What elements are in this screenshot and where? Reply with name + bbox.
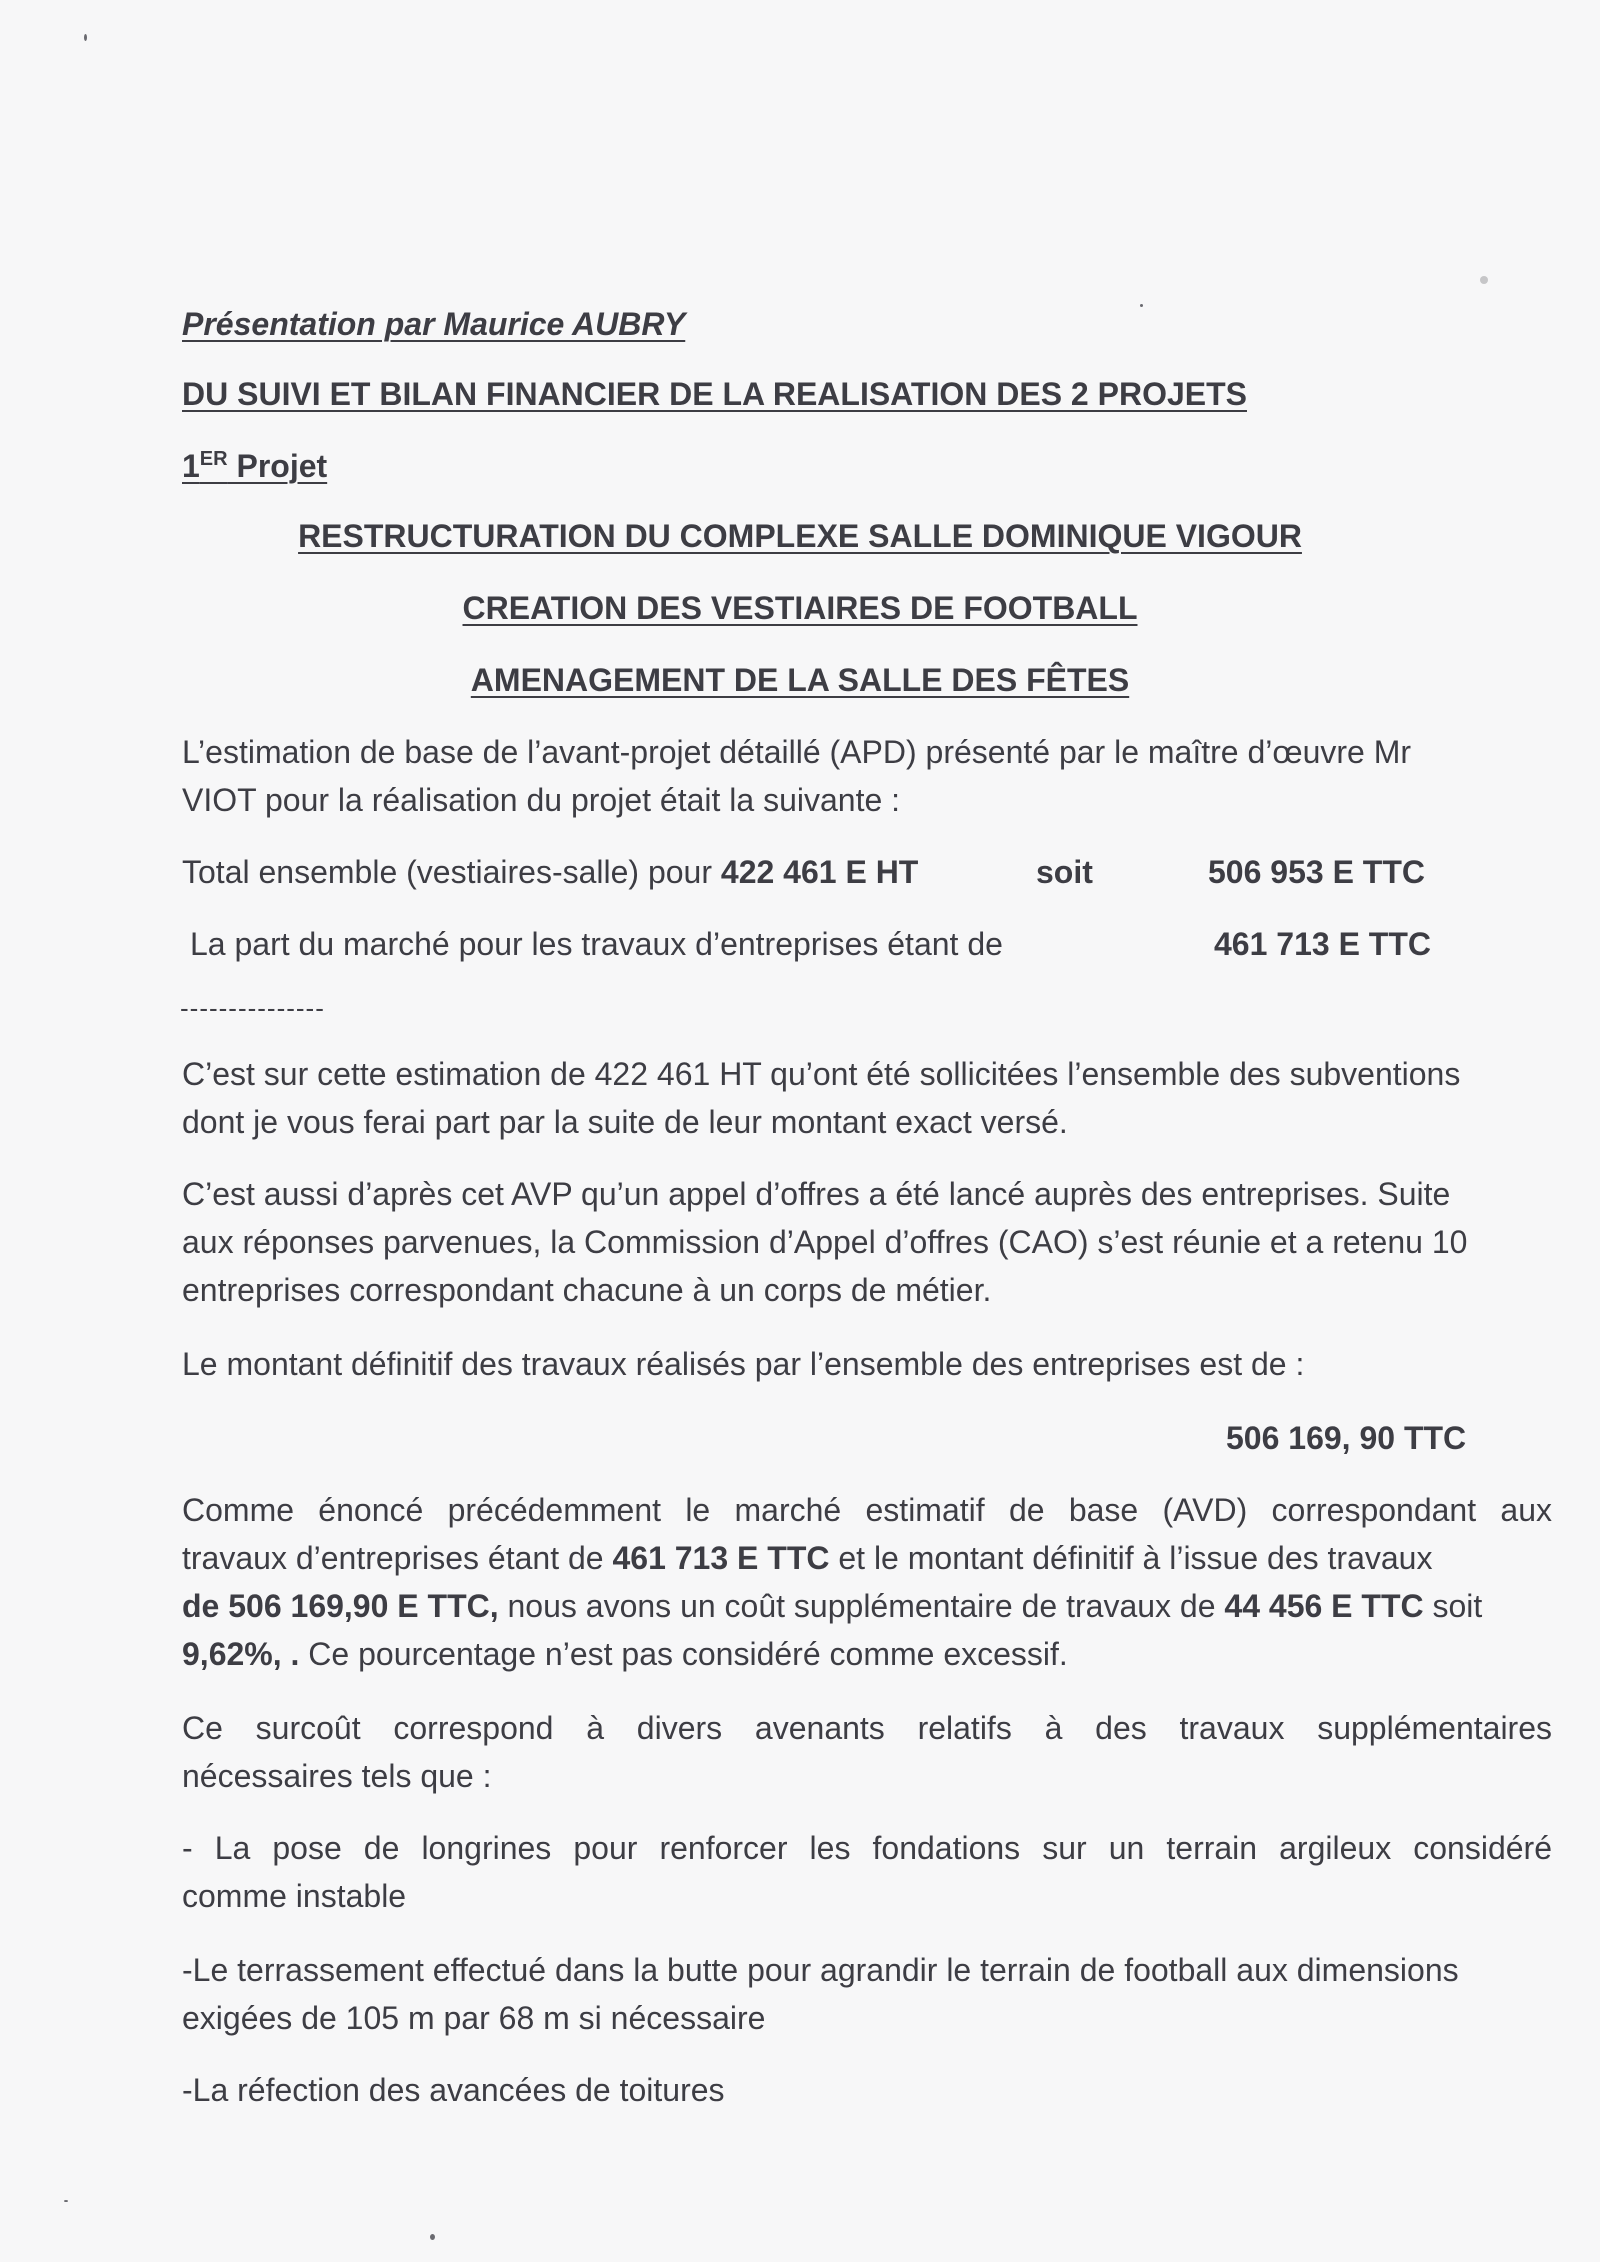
scan-speck xyxy=(430,2234,435,2240)
total-label: Total ensemble (vestiaires-salle) pour xyxy=(182,854,721,890)
para2-line-2: aux réponses parvenues, la Commission d’Appel d’offres (CAO) s’est réunie et a retenu 10 xyxy=(182,1224,1468,1260)
para5-line-1: Ce surcoût correspond à divers avenants relatifs à des travaux supplémentaires xyxy=(182,1710,1552,1746)
para4-line-3 xyxy=(182,1586,1482,1626)
total-ttc: 506 953 E TTC xyxy=(1208,854,1425,890)
project-number: 1 xyxy=(182,448,200,484)
scan-speck xyxy=(64,2200,68,2202)
title-salle-fetes: AMENAGEMENT DE LA SALLE DES FÊTES xyxy=(470,662,1130,698)
para4-amount-final: de 506 169,90 E TTC, xyxy=(182,1588,499,1624)
presenter-line: Présentation par Maurice AUBRY xyxy=(182,306,686,342)
para2-line-3: entreprises correspondant chacune à un corps de métier. xyxy=(182,1272,992,1308)
bullet-3-line-1: -La réfection des avancées de toitures xyxy=(182,2072,725,2108)
part-label: La part du marché pour les travaux d’entreprises étant de xyxy=(190,926,1003,962)
total-line xyxy=(182,852,918,892)
para4-percentage: 9,62%, . xyxy=(182,1636,300,1672)
scan-speck xyxy=(1140,304,1143,307)
project-heading xyxy=(182,446,327,486)
intro-line-1: L’estimation de base de l’avant-projet détaillé (APD) présenté par le maître d’œuvre Mr xyxy=(182,734,1412,770)
project-superscript: ER xyxy=(199,448,228,470)
part-ttc: 461 713 E TTC xyxy=(1214,926,1431,962)
para4-line-2 xyxy=(182,1538,1432,1578)
para4-line-2-a: travaux d’entreprises étant de xyxy=(182,1540,613,1576)
scan-speck xyxy=(84,34,87,41)
total-soit: soit xyxy=(1036,854,1093,890)
intro-line-2: VIOT pour la réalisation du projet était la suivante : xyxy=(182,782,901,818)
title-restructuration: RESTRUCTURATION DU COMPLEXE SALLE DOMINIQUE VIGOUR xyxy=(298,518,1302,554)
final-amount: 506 169, 90 TTC xyxy=(1226,1420,1467,1456)
para4-line-1: Comme énoncé précédemment le marché estimatif de base (AVD) correspondant aux xyxy=(182,1492,1552,1528)
bullet-1-line-1: - La pose de longrines pour renforcer les fondations sur un terrain argileux considéré xyxy=(182,1830,1552,1866)
total-ht: 422 461 E HT xyxy=(720,854,919,890)
scan-speck xyxy=(1480,276,1488,284)
para3-line-1: Le montant définitif des travaux réalisés par l’ensemble des entreprises est de : xyxy=(182,1346,1305,1382)
para4-line-3-d: soit xyxy=(1423,1588,1483,1624)
para4-line-3-b: nous avons un coût supplémentaire de travaux de xyxy=(498,1588,1225,1624)
separator: --------------- xyxy=(180,993,325,1023)
bullet-1-line-2: comme instable xyxy=(182,1878,407,1914)
main-title: DU SUIVI ET BILAN FINANCIER DE LA REALISATION DES 2 PROJETS xyxy=(182,376,1247,412)
bullet-2-line-1: -Le terrassement effectué dans la butte pour agrandir le terrain de football aux dimensions xyxy=(182,1952,1459,1988)
para1-line-2: dont je vous ferai part par la suite de leur montant exact versé. xyxy=(182,1104,1068,1140)
para1-line-1: C’est sur cette estimation de 422 461 HT qu’ont été sollicitées l’ensemble des subventions xyxy=(182,1056,1461,1092)
para4-line-4 xyxy=(182,1634,1068,1674)
para4-line-2-c: et le montant définitif à l’issue des travaux xyxy=(829,1540,1433,1576)
para2-line-1: C’est aussi d’après cet AVP qu’un appel d’offres a été lancé auprès des entreprises. Suite xyxy=(182,1176,1451,1212)
para5-line-2: nécessaires tels que : xyxy=(182,1758,492,1794)
title-vestiaires: CREATION DES VESTIAIRES DE FOOTBALL xyxy=(462,590,1138,626)
para4-amount-extra: 44 456 E TTC xyxy=(1224,1588,1424,1624)
project-word: Projet xyxy=(227,448,328,484)
para4-line-4-b: Ce pourcentage n’est pas considéré comme excessif. xyxy=(299,1636,1068,1672)
para4-amount-apd: 461 713 E TTC xyxy=(612,1540,830,1576)
bullet-2-line-2: exigées de 105 m par 68 m si nécessaire xyxy=(182,2000,766,2036)
